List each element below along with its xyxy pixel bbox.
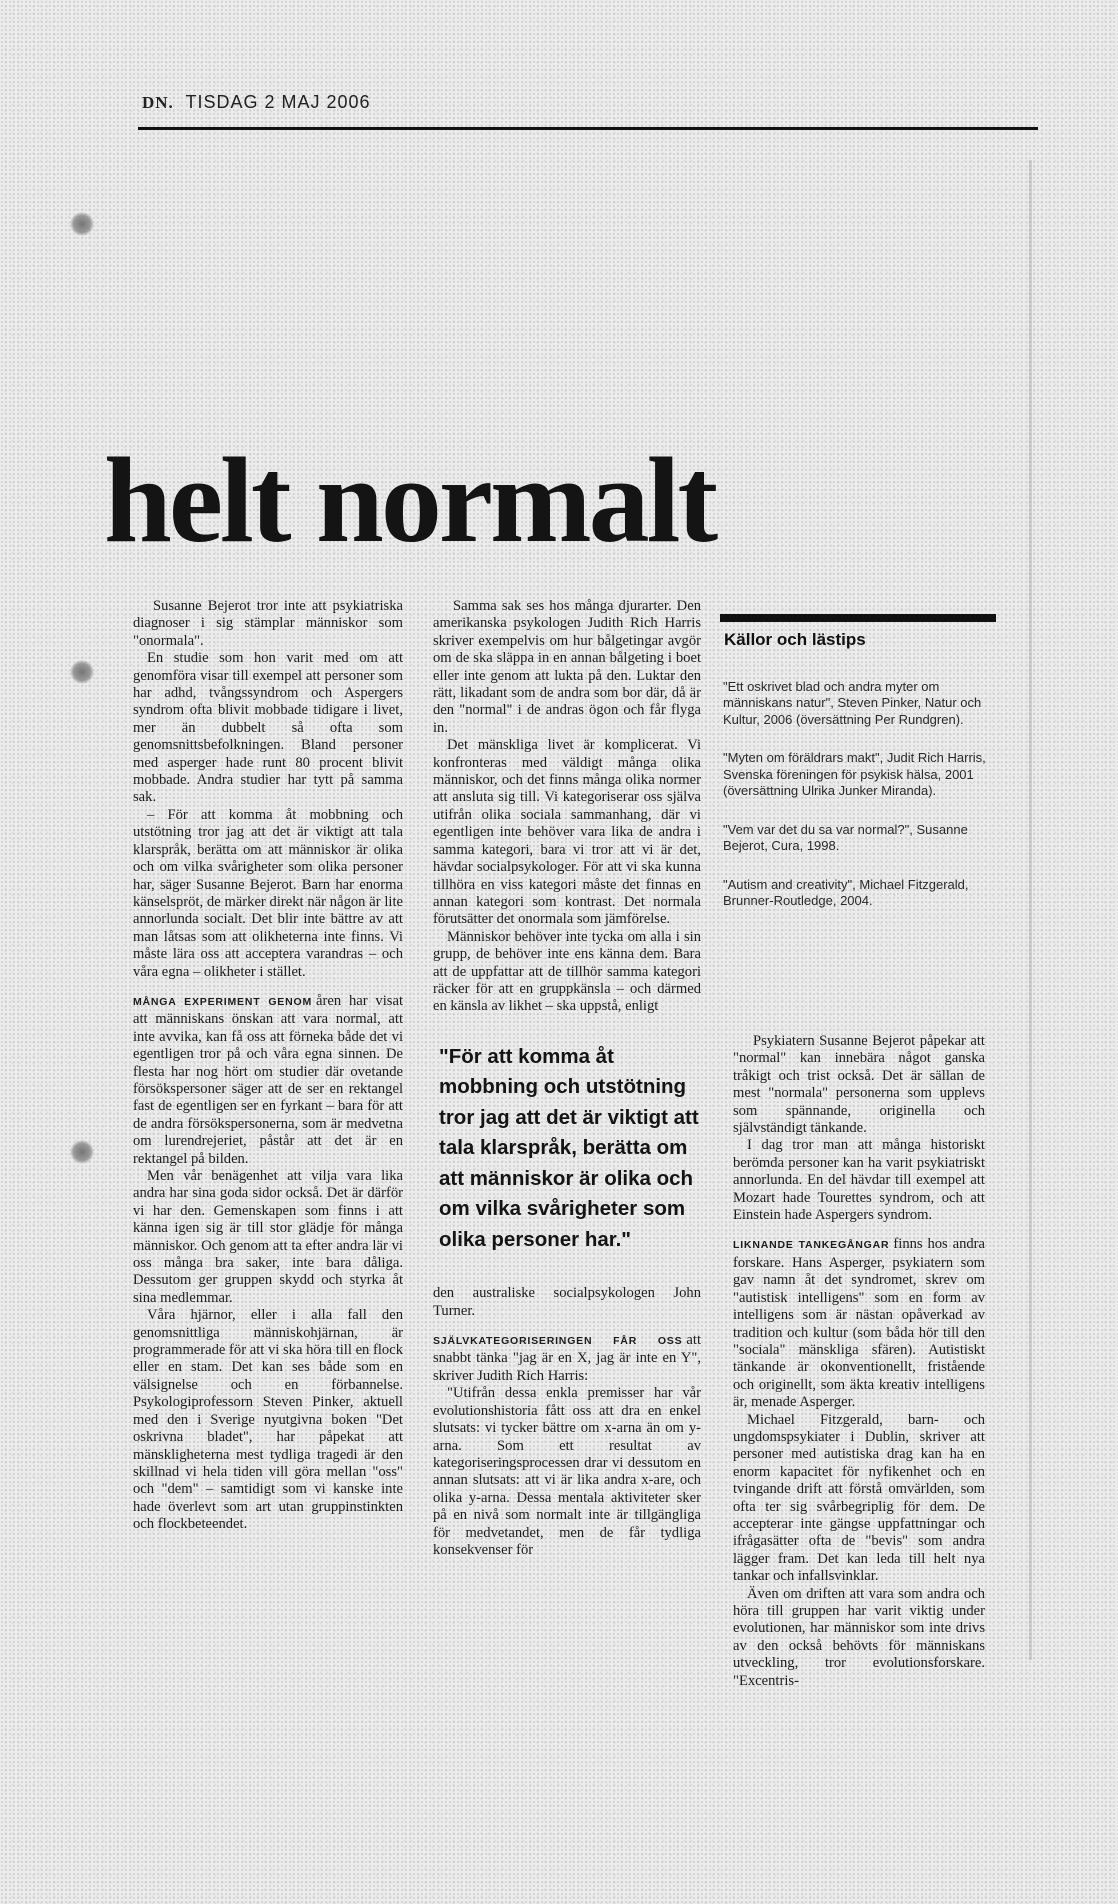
paragraph: Psykiatern Susanne Bejerot påpekar att "normal" kan innebära något ganska tråkigt och trist också. Det är sällan de mest "normala" personerna som upplevs som spännande, originella och självständigt tänkande. [733,1033,985,1137]
masthead [142,92,371,113]
paragraph: – För att komma åt mobbning och utstötning tror jag att det är viktigt att tala klarspråk, berätta om att människor är olika och om vilka svårigheter som olika personer har, säger Susanne Bejerot. Barn har enorma känselspröt, de märker direkt när någon är lite annorlunda socialt. Det blir inte bättre av att man låtsas som att olikheterna inte finns. Vi måste lära oss att acceptera varandras – och våra egna – olikheter i stället. [133,806,403,980]
source-item: "Myten om föräldrars makt", Judit Rich Harris, Svenska föreningen för psykisk hälsa, 2001 (översättning Ulrika Junker Miranda). [723,750,986,798]
paragraph: "Utifrån dessa enkla premisser har vår evolutionshistoria fått oss att dra en enkel slutsats: vi tycker bättre om x-arna än om y-arna. Som ett resultat av kategoriseringsprocessen drar vi dessutom en annan slutsats: att vi är lika andra x-are, och olika y-arna. Dessa mentala aktiviteter sker på en nivå som normalt inte är tillgängliga för medvetandet, men de får tydliga konsekvenser för [433,1385,701,1558]
paragraph: Det mänskliga livet är komplicerat. Vi konfronteras med väldigt många olika människor, och det finns många olika normer att ansluta sig till. Vi kategoriserar oss själva utifrån olika sociala sammanhang, där vi egentligen inte behöver vara lika de andra i samma kategori, bara vi tror att vi är det, hävdar socialpsykologer. För att vi ska kunna tillhöra en viss kategori måste det finnas en annan kategori som kontrast. Det normala förutsätter det onormala som jämförelse. [433,737,701,928]
paragraph: Samma sak ses hos många djurarter. Den amerikanska psykologen Judith Rich Harris skriver exempelvis om hur bålgetingar avgör om de ska släppa in en annan bålgeting i boet eller inte genom att lukta på den. Luktar den rätt, likadant som de andra som bor där, då är den "normal" i de andras ögon och får flyga in. [433,598,701,736]
section-paragraph: SJÄLVKATEGORISERINGEN FÅR OSS att snabbt tänka "jag är en X, jag är inte en Y", skriver Judith Rich Harris: [433,1332,701,1384]
article-column-2 [433,598,701,1559]
binder-hole-mark [70,660,94,684]
paragraph: den australiske socialpsykologen John Turner. [433,1285,701,1319]
issue-date: TISDAG 2 MAJ 2006 [185,92,371,112]
article-column-1 [133,598,403,1534]
paragraph: Våra hjärnor, eller i alla fall den genomsnittliga människohjärnan, är programmerade för att vi ska höra till en flock eller en stam. Det kan ses både som en välsignelse och en förbannelse. Psykologiprofessorn Steven Pinker, aktuell med den i Sverige nyutgivna boken "Det oskrivna bladet", har påpekat att mänskligheterna mest tydliga tragedi är den skillnad vi hela tiden vill göra mellan "oss" och "dem" – samtidigt som vi kanske inte hade överlevt som art utan gruppinstinkten och flockbeteendet. [133,1307,403,1533]
paragraph: I dag tror man att många historiskt berömda personer kan ha varit psykiatriskt annorlunda. En del hävdar till exempel att Mozart hade Tourettes syndrom, och att Einstein hade Aspergers syndrom. [733,1137,985,1224]
section-lead: LIKNANDE TANKEGÅNGAR [733,1239,890,1252]
scan-edge-line [1029,160,1032,1660]
paragraph: Men vår benägenhet att vilja vara lika andra har sina goda sidor också. Det är därför vi har den. Gemenskapen som finns i att känna igen sig är till stor glädje för många människor. Och genom att ta efter andra lär vi oss många bra saker, inte bara dåliga. Dessutom ger gruppen skydd och styrka åt sina medlemmar. [133,1168,403,1306]
binder-hole-mark [70,212,94,236]
section-paragraph: LIKNANDE TANKEGÅNGAR finns hos andra forskare. Hans Asperger, psykiatern som gav namn åt det syndromet, skrev om "autistisk intelligens" som en form av intelligens som är nästan opåverkad av tradition och kultur (som båda hör till den "sociala" mänskliga sfären). Autistiskt tänkande är okonventionellt, fristående och originellt, som äkta kreativ intelligens är, menade Asperger. [733,1236,985,1411]
source-item: "Ett oskrivet blad och andra myter om människans natur", Steven Pinker, Natur och Kultur, 2006 (översättning Per Rundgren). [723,678,982,727]
section-lead: SJÄLVKATEGORISERINGEN FÅR OSS [433,1335,683,1348]
newspaper-logo: DN. [142,93,174,112]
sources-title: Källor och lästips [724,630,866,649]
sources-box [720,614,996,932]
paragraph: Michael Fitzgerald, barn- och ungdomspsykiater i Dublin, skriver att personer med autistiska drag kan ha en enorm kapacitet för nyfikenhet och en tvingande drift att förstå omvärlden, som ofta ter sig svårbegriplig för dem. De accepterar inte gängse uppfattningar och ifrågasätter ofta de "bevis" som andra lägger fram. Det kan leda till helt nya tankar och infallsvinklar. [733,1411,985,1585]
paragraph: Susanne Bejerot tror inte att psykiatriska diagnoser i sig stämplar människor som "onormala". [133,598,403,649]
pull-quote: "För att komma åt mobbning och utstötning tror jag att det är viktigt att tala klarspråk, berätta om att människor är olika och om vilka svårigheter som olika personer har." [439,1044,699,1251]
paragraph: Även om driften att vara som andra och höra till gruppen har varit viktig under evolutionen, har människor som inte drivs av den också behövts för människans utveckling, tror evolutionsforskare. "Excentris- [733,1585,985,1689]
source-item: "Vem var det du sa var normal?", Susanne Bejerot, Cura, 1998. [723,821,968,853]
headline: helt normalt [104,433,716,568]
binder-hole-mark [70,1140,94,1164]
source-item: "Autism and creativity", Michael Fitzgerald, Brunner-Routledge, 2004. [723,876,969,908]
paragraph: En studie som hon varit med om att genomföra visar till exempel att personer som har adhd, tvångssyndrom och Aspergers syndrom ofta blivit mobbade tidigare i livet, mer än dubbelt så ofta som genomsnittsbefolkningen. Bland personer med asperger hade runt 80 procent blivit mobbade. Andra studier har tytt på samma sak. [133,650,403,806]
paragraph: Människor behöver inte tycka om alla i sin grupp, de behöver inte ens känna dem. Bara att de uppfattar att de tillhör samma kategori räcker för att en gruppkänsla – och därmed en känsla av likhet – ska uppstå, enligt [433,928,701,1015]
header-rule [138,127,1038,130]
article-column-3 [733,1033,985,1690]
section-lead: MÅNGA EXPERIMENT GENOM [133,995,313,1008]
sources-rule [720,614,996,622]
section-paragraph: MÅNGA EXPERIMENT GENOM åren har visat att människans önskan att vara normal, att inte avvika, kan få oss att förneka både det vi egentligen tror på och våra egna sinnen. De flesta har nog hört om studier där ovetande försökspersoner säger att de ser en rektangel fast de egentligen ser en fyrkant – bara för att de andra försökspersonerna, som är medvetna om lurendrejeriet, påstår att det är en rektangel på bilden. [133,992,403,1167]
